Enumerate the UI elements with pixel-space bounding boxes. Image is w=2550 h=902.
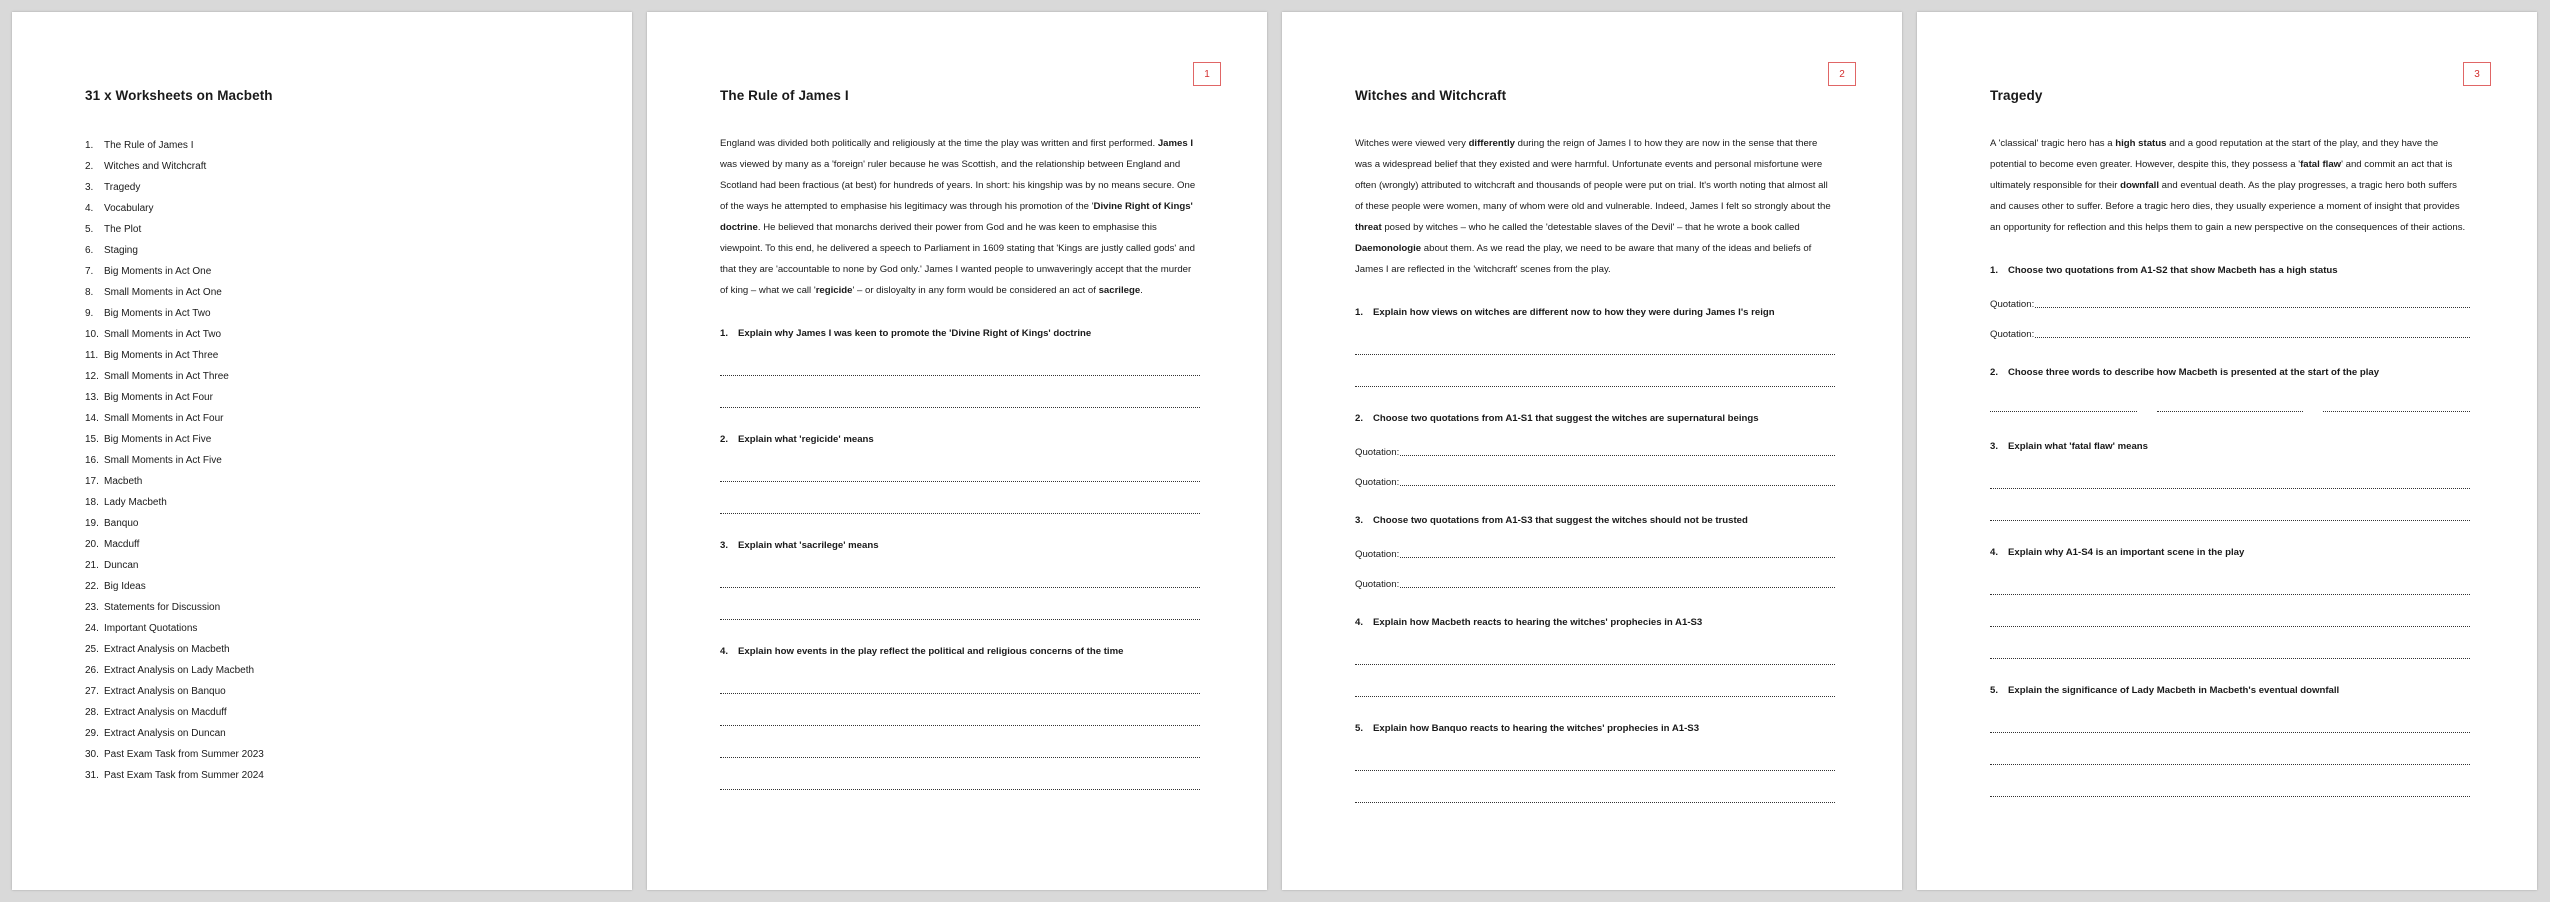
answer-line[interactable] xyxy=(1990,627,2470,659)
question-heading xyxy=(720,429,1200,450)
contents-item-label: Small Moments in Act Three xyxy=(104,371,229,382)
answer-line[interactable] xyxy=(720,376,1200,408)
answer-line[interactable] xyxy=(1990,489,2470,521)
contents-item-number: 7. xyxy=(85,266,94,277)
three-words-row xyxy=(1990,383,2470,415)
question-number: 4. xyxy=(1355,617,1364,628)
contents-item xyxy=(85,702,264,723)
question-block xyxy=(720,641,1200,790)
text-run: ' – or disloyalty in any form would be considered an act of xyxy=(852,285,1099,296)
question-heading xyxy=(1355,510,1835,531)
contents-item xyxy=(85,324,264,345)
quotation-row[interactable] xyxy=(1355,429,1835,459)
worksheet-body xyxy=(1355,133,1835,824)
question-number: 4. xyxy=(720,646,729,657)
question-block xyxy=(1355,612,1835,697)
question-heading xyxy=(1355,302,1835,323)
contents-item xyxy=(85,618,264,639)
bold-term: Divine Right of Kings' doctrine xyxy=(720,201,1193,233)
contents-item-label: Big Moments in Act Two xyxy=(104,308,211,319)
text-run: about them. As we read the play, we need to be aware that many of the ideas and beliefs of James I are reflected in the 'witchcraft' scenes from the play. xyxy=(1355,243,1812,275)
quotation-row[interactable] xyxy=(1355,561,1835,591)
worksheet-body xyxy=(720,133,1200,811)
bold-term: differently xyxy=(1468,138,1515,149)
contents-item-label: Small Moments in Act Two xyxy=(104,329,222,340)
question-number: 2. xyxy=(1990,367,1999,378)
answer-line[interactable] xyxy=(1355,355,1835,387)
contents-item-number: 16. xyxy=(85,455,99,466)
contents-item xyxy=(85,366,264,387)
contents-item-label: Extract Analysis on Lady Macbeth xyxy=(104,665,255,676)
contents-item xyxy=(85,156,264,177)
quotation-row[interactable] xyxy=(1355,531,1835,561)
question-text: Explain what 'fatal flaw' means xyxy=(2008,441,2148,452)
contents-item-number: 10. xyxy=(85,329,99,340)
question-heading xyxy=(720,535,1200,556)
question-block xyxy=(1355,408,1835,489)
question-text: Explain why A1-S4 is an important scene in the play xyxy=(2008,547,2245,558)
question-number: 1. xyxy=(1990,265,1999,276)
contents-item-number: 9. xyxy=(85,308,94,319)
question-text: Explain what 'regicide' means xyxy=(738,434,874,445)
question-block xyxy=(1355,510,1835,591)
contents-item-number: 18. xyxy=(85,497,99,508)
intro-paragraph xyxy=(1355,133,1835,280)
question-block xyxy=(1990,542,2470,659)
question-text: Explain how events in the play reflect the political and religious concerns of the time xyxy=(738,646,1124,657)
answer-line[interactable] xyxy=(1990,457,2470,489)
question-block xyxy=(720,429,1200,514)
question-heading xyxy=(1355,612,1835,633)
contents-item-number: 11. xyxy=(85,350,99,361)
contents-item-number: 2. xyxy=(85,161,94,172)
answer-line[interactable] xyxy=(1355,739,1835,771)
quotation-label: Quotation: xyxy=(1355,477,1400,488)
contents-item xyxy=(85,492,264,513)
contents-item xyxy=(85,576,264,597)
page-title: Tragedy xyxy=(1990,88,2043,103)
intro-paragraph xyxy=(720,133,1200,301)
text-run: A 'classical' tragic hero has a xyxy=(1990,138,2116,149)
contents-item-number: 5. xyxy=(85,224,94,235)
contents-item-label: Staging xyxy=(104,245,138,256)
question-number: 4. xyxy=(1990,547,1999,558)
question-number: 3. xyxy=(1355,515,1364,526)
page-title: 31 x Worksheets on Macbeth xyxy=(85,88,273,103)
bold-term: sacrilege xyxy=(1098,285,1141,296)
worksheet-page-tragedy xyxy=(1917,12,2537,890)
intro-paragraph xyxy=(1990,133,2470,238)
page-number-badge: 3 xyxy=(2463,62,2491,86)
text-run: Witches were viewed very xyxy=(1355,138,1469,149)
question-block xyxy=(1990,260,2470,341)
bold-term: Daemonologie xyxy=(1355,243,1422,254)
quotation-label: Quotation: xyxy=(1990,299,2035,310)
contents-item-number: 31. xyxy=(85,770,99,781)
bold-term: fatal flaw xyxy=(2300,159,2342,170)
question-heading xyxy=(1990,542,2470,563)
contents-item-number: 25. xyxy=(85,644,99,655)
answer-line[interactable] xyxy=(1990,733,2470,765)
question-text: Choose three words to describe how Macbeth is presented at the start of the play xyxy=(2008,367,2380,378)
question-number: 2. xyxy=(1355,413,1364,424)
contents-item xyxy=(85,219,264,240)
contents-item-number: 21. xyxy=(85,560,99,571)
contents-item-number: 23. xyxy=(85,602,99,613)
question-number: 3. xyxy=(1990,441,1999,452)
contents-item xyxy=(85,177,264,198)
contents-item xyxy=(85,660,264,681)
contents-item-label: The Plot xyxy=(104,224,142,235)
contents-page xyxy=(12,12,632,890)
contents-item-number: 15. xyxy=(85,434,99,445)
question-block xyxy=(1990,362,2470,415)
question-text: Explain how Macbeth reacts to hearing the witches' prophecies in A1-S3 xyxy=(1373,617,1703,628)
question-text: Choose two quotations from A1-S2 that show Macbeth has a high status xyxy=(2008,265,2338,276)
question-text: Explain why James I was keen to promote the 'Divine Right of Kings' doctrine xyxy=(738,328,1092,339)
text-run: and a good reputation at the start of the play, and they have the potential to become even greater. However, despite this, they possess a ' xyxy=(1990,138,2439,170)
answer-line[interactable] xyxy=(1355,771,1835,803)
worksheet-body xyxy=(1990,133,2470,818)
contents-item xyxy=(85,282,264,303)
bold-term: James I xyxy=(1157,138,1194,149)
answer-line[interactable] xyxy=(720,344,1200,376)
worksheet-page-rule-of-james xyxy=(647,12,1267,890)
contents-item-label: Past Exam Task from Summer 2023 xyxy=(104,749,264,760)
contents-item-number: 14. xyxy=(85,413,99,424)
contents-item-label: Extract Analysis on Macduff xyxy=(104,707,227,718)
question-number: 5. xyxy=(1990,685,1999,696)
quotation-line[interactable] xyxy=(2035,306,2470,308)
text-run: ' and commit an act that is ultimately responsible for their xyxy=(1990,159,2453,191)
question-text: Explain what 'sacrilege' means xyxy=(738,540,879,551)
contents-item-number: 12. xyxy=(85,371,99,382)
contents-item xyxy=(85,534,264,555)
question-block xyxy=(1355,302,1835,387)
contents-item-number: 26. xyxy=(85,665,99,676)
contents-item xyxy=(85,345,264,366)
answer-line[interactable] xyxy=(720,450,1200,482)
contents-item-label: Macbeth xyxy=(104,476,143,487)
bold-term: downfall xyxy=(2120,180,2160,191)
text-run: was viewed by many as a 'foreign' ruler because he was Scottish, and the relationship between England and Scotland had been fractious (at best) for hundreds of years. In short: his kingship was by no means secure. One of the ways he attempted to emphasise his legitimacy was through his promotion of the ' xyxy=(720,159,1196,212)
contents-item-label: Witches and Witchcraft xyxy=(104,161,207,172)
answer-line[interactable] xyxy=(720,694,1200,726)
contents-item-number: 4. xyxy=(85,203,94,214)
contents-item-label: Extract Analysis on Macbeth xyxy=(104,644,230,655)
contents-item-label: Banquo xyxy=(104,518,139,529)
contents-item-number: 13. xyxy=(85,392,99,403)
contents-item-number: 29. xyxy=(85,728,99,739)
question-heading xyxy=(1355,408,1835,429)
question-heading xyxy=(1990,680,2470,701)
worksheet-page-witches xyxy=(1282,12,1902,890)
contents-item-number: 30. xyxy=(85,749,99,760)
quotation-line[interactable] xyxy=(2035,336,2470,338)
contents-item xyxy=(85,198,264,219)
contents-item-label: Big Moments in Act Three xyxy=(104,350,219,361)
question-heading xyxy=(1990,436,2470,457)
contents-item-number: 3. xyxy=(85,182,94,193)
contents-item-number: 19. xyxy=(85,518,99,529)
contents-item xyxy=(85,597,264,618)
contents-item-number: 1. xyxy=(85,140,94,151)
page-number-badge: 1 xyxy=(1193,62,1221,86)
bold-term: regicide xyxy=(815,285,853,296)
question-text: Explain how views on witches are different now to how they were during James I's reign xyxy=(1373,307,1775,318)
question-number: 5. xyxy=(1355,723,1364,734)
answer-line[interactable] xyxy=(1355,323,1835,355)
contents-item-label: Past Exam Task from Summer 2024 xyxy=(104,770,264,781)
answer-line[interactable] xyxy=(720,556,1200,588)
quotation-label: Quotation: xyxy=(1355,579,1400,590)
question-heading xyxy=(1990,362,2470,383)
contents-item xyxy=(85,450,264,471)
text-run: England was divided both politically and religiously at the time the play was written and first performed. xyxy=(720,138,1158,149)
quotation-line[interactable] xyxy=(1400,484,1835,486)
question-heading xyxy=(720,641,1200,662)
contents-item xyxy=(85,471,264,492)
contents-item-number: 24. xyxy=(85,623,99,634)
text-run: . He believed that monarchs derived their power from God and he was keen to emphasise this viewpoint. To this end, he delivered a speech to Parliament in 1609 stating that 'Kings are justly called gods' and that they are 'accountable to none by God only.' James I wanted people to unwaveringly accept that the murder of king – what we call ' xyxy=(720,222,1195,296)
contents-item-label: Small Moments in Act Five xyxy=(104,455,222,466)
bold-term: threat xyxy=(1355,222,1382,233)
contents-item xyxy=(85,555,264,576)
answer-line[interactable] xyxy=(1990,765,2470,797)
quotation-row[interactable] xyxy=(1355,459,1835,489)
answer-line[interactable] xyxy=(720,758,1200,790)
quotation-row[interactable] xyxy=(1990,281,2470,311)
contents-item-number: 20. xyxy=(85,539,99,550)
text-run: during the reign of James I to how they are now in the sense that there was a widespread belief that they existed and were harmful. Unfortunate events and personal misfortune were often (wrongly) attributed to witchcraft and thousands of people were put on trial. It's worth noting that almost all of these people were women, many of whom were old and vulnerable. Indeed, James I felt so strongly about the xyxy=(1355,138,1831,212)
answer-line[interactable] xyxy=(1990,701,2470,733)
contents-item-label: Statements for Discussion xyxy=(104,602,221,613)
quotation-row[interactable] xyxy=(1990,311,2470,341)
word-line[interactable] xyxy=(1990,411,2137,412)
answer-line[interactable] xyxy=(1990,563,2470,595)
answer-line[interactable] xyxy=(1355,665,1835,697)
contents-item-label: Big Moments in Act Five xyxy=(104,434,212,445)
contents-item xyxy=(85,387,264,408)
contents-list xyxy=(85,135,264,786)
contents-item-number: 6. xyxy=(85,245,94,256)
contents-item-label: Big Moments in Act Four xyxy=(104,392,213,403)
contents-item xyxy=(85,744,264,765)
question-text: Choose two quotations from A1-S1 that suggest the witches are supernatural beings xyxy=(1373,413,1759,424)
contents-item xyxy=(85,513,264,534)
contents-item-label: Tragedy xyxy=(104,182,141,193)
contents-item xyxy=(85,429,264,450)
question-text: Choose two quotations from A1-S3 that suggest the witches should not be trusted xyxy=(1373,515,1748,526)
question-text: Explain how Banquo reacts to hearing the witches' prophecies in A1-S3 xyxy=(1373,723,1700,734)
contents-item-label: Vocabulary xyxy=(104,203,154,214)
contents-item xyxy=(85,765,264,786)
contents-item-label: Small Moments in Act Four xyxy=(104,413,224,424)
contents-item-number: 22. xyxy=(85,581,99,592)
question-block xyxy=(1990,436,2470,521)
quotation-label: Quotation: xyxy=(1355,549,1400,560)
contents-item xyxy=(85,681,264,702)
contents-item-label: Important Quotations xyxy=(104,623,198,634)
text-run: posed by witches – who he called the 'detestable slaves of the Devil' – that he wrote a book called xyxy=(1381,222,1800,233)
answer-line[interactable] xyxy=(720,726,1200,758)
page-title: Witches and Witchcraft xyxy=(1355,88,1507,103)
contents-item-number: 17. xyxy=(85,476,99,487)
text-run: and eventual death. As the play progresses, a tragic hero both suffers and causes other to suffer. Before a tragic hero dies, they usually experience a moment of insight that provides an opportunity for reflection and this helps them to gain a new perspective on the consequences of their actions. xyxy=(1990,180,2466,233)
question-number: 1. xyxy=(1355,307,1364,318)
answer-line[interactable] xyxy=(720,588,1200,620)
question-block xyxy=(720,535,1200,620)
question-heading xyxy=(1355,718,1835,739)
word-line[interactable] xyxy=(2323,411,2470,412)
page-number-badge: 2 xyxy=(1828,62,1856,86)
question-heading xyxy=(1990,260,2470,281)
contents-item xyxy=(85,303,264,324)
question-text: Explain the significance of Lady Macbeth in Macbeth's eventual downfall xyxy=(2008,685,2340,696)
contents-item-label: Lady Macbeth xyxy=(104,497,167,508)
contents-item-number: 8. xyxy=(85,287,94,298)
contents-item xyxy=(85,240,264,261)
quotation-line[interactable] xyxy=(1400,586,1835,588)
question-number: 3. xyxy=(720,540,729,551)
quotation-label: Quotation: xyxy=(1355,447,1400,458)
text-run: . xyxy=(1140,285,1143,296)
contents-item-label: The Rule of James I xyxy=(104,140,194,151)
answer-line[interactable] xyxy=(720,662,1200,694)
question-number: 2. xyxy=(720,434,729,445)
contents-item-label: Big Moments in Act One xyxy=(104,266,212,277)
contents-item-label: Big Ideas xyxy=(104,581,146,592)
quotation-line[interactable] xyxy=(1400,454,1835,456)
bold-term: high status xyxy=(2115,138,2167,149)
contents-item xyxy=(85,639,264,660)
contents-item-number: 28. xyxy=(85,707,99,718)
quotation-line[interactable] xyxy=(1400,556,1835,558)
question-number: 1. xyxy=(720,328,729,339)
page-title: The Rule of James I xyxy=(720,88,849,103)
contents-item xyxy=(85,408,264,429)
question-block xyxy=(1990,680,2470,797)
question-block xyxy=(720,323,1200,408)
contents-item-label: Duncan xyxy=(104,560,139,571)
contents-item-label: Extract Analysis on Banquo xyxy=(104,686,226,697)
answer-line[interactable] xyxy=(1990,595,2470,627)
contents-item xyxy=(85,261,264,282)
word-line[interactable] xyxy=(2157,411,2304,412)
contents-item xyxy=(85,135,264,156)
contents-item-label: Macduff xyxy=(104,539,140,550)
contents-item-number: 27. xyxy=(85,686,99,697)
contents-item xyxy=(85,723,264,744)
question-heading xyxy=(720,323,1200,344)
quotation-label: Quotation: xyxy=(1990,329,2035,340)
contents-item-label: Extract Analysis on Duncan xyxy=(104,728,226,739)
answer-line[interactable] xyxy=(1355,633,1835,665)
answer-line[interactable] xyxy=(720,482,1200,514)
question-block xyxy=(1355,718,1835,803)
contents-item-label: Small Moments in Act One xyxy=(104,287,222,298)
